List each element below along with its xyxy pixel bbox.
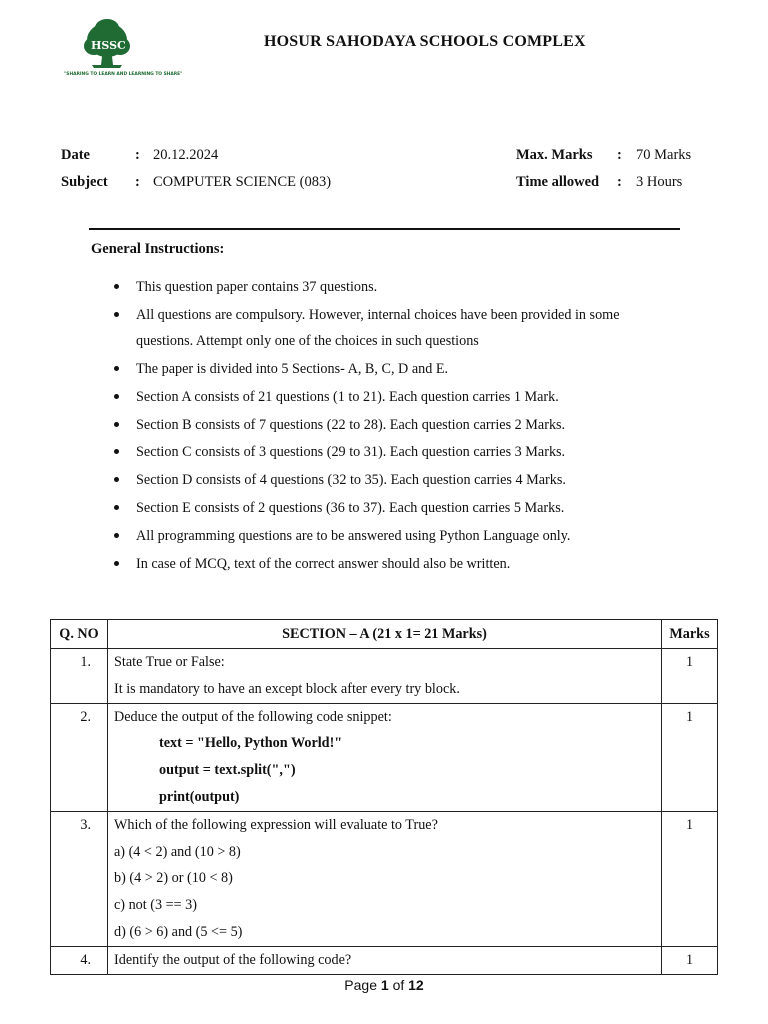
question-marks: 1 [662,811,718,946]
table-row [51,649,718,704]
date-label: Date [61,147,90,163]
instruction-item: Section E consists of 2 questions (36 to 37). Each question carries 5 Marks. [112,495,672,522]
table-row [51,946,718,974]
question-line: Deduce the output of the following code snippet: [114,708,392,725]
question-number: 2. [51,703,108,811]
question-text [108,946,662,974]
question-number: 4. [51,946,108,974]
table-header-row [51,620,718,649]
time-colon: : [617,174,622,190]
table-row [51,703,718,811]
instruction-item: All questions are compulsory. However, internal choices have been provided in some questions. Attempt only one of the choices in such questions [112,302,672,355]
table-row [51,811,718,946]
instruction-item: In case of MCQ, text of the correct answer should also be written. [112,551,672,578]
page-word: Page [344,977,377,993]
date-value: 20.12.2024 [153,147,219,163]
date-colon: : [135,147,140,163]
subject-label: Subject [61,174,108,190]
instruction-item: All programming questions are to be answered using Python Language only. [112,523,672,550]
code-line: text = "Hello, Python World!" [159,735,343,752]
of-word: of [392,977,405,993]
question-text [108,649,662,704]
logo-letters: HSSC [91,39,126,52]
question-marks: 1 [662,946,718,974]
time-value: 3 Hours [636,174,683,190]
subject-value: COMPUTER SCIENCE (083) [153,174,332,190]
question-number: 3. [51,811,108,946]
instruction-item: This question paper contains 37 questions. [112,274,672,301]
max-marks-label: Max. Marks [516,147,593,163]
section-a-table [50,619,718,975]
instructions-list [112,274,672,578]
option-line: d) (6 > 6) and (5 <= 5) [114,923,243,940]
max-marks-colon: : [617,147,622,163]
question-marks: 1 [662,649,718,704]
max-marks-value: 70 Marks [636,147,692,163]
subject-colon: : [135,174,140,190]
page-footer [0,977,768,993]
instruction-item: Section C consists of 3 questions (29 to 31). Each question carries 3 Marks. [112,439,672,466]
logo-tagline: "SHARING TO LEARN AND LEARNING TO SHARE" [64,72,183,77]
question-line: It is mandatory to have an except block after every try block. [114,680,460,697]
instruction-item: The paper is divided into 5 Sections- A, B, C, D and E. [112,356,672,383]
option-line: c) not (3 == 3) [114,897,197,914]
option-line: b) (4 > 2) or (10 < 8) [114,870,233,887]
instruction-item: Section A consists of 21 questions (1 to 21). Each question carries 1 Mark. [112,384,672,411]
question-marks: 1 [662,703,718,811]
page-total: 12 [408,977,424,993]
question-text [108,703,662,811]
code-line: print(output) [159,788,240,805]
question-line: Which of the following expression will evaluate to True? [114,816,438,833]
tree-logo-icon [62,18,183,78]
code-line: output = text.split(",") [159,762,296,779]
section-header: SECTION – A (21 x 1= 21 Marks) [108,620,662,649]
question-number: 1. [51,649,108,704]
question-text [108,811,662,946]
header-divider [89,228,680,230]
school-logo [62,18,183,78]
instruction-item: Section B consists of 7 questions (22 to 28). Each question carries 2 Marks. [112,412,672,439]
question-line: Identify the output of the following code? [114,951,352,968]
option-line: a) (4 < 2) and (10 > 8) [114,843,241,860]
page-number: 1 [380,977,389,993]
instructions-title: General Instructions: [91,241,225,257]
question-line: State True or False: [114,654,225,670]
instruction-item: Section D consists of 4 questions (32 to 35). Each question carries 4 Marks. [112,467,672,494]
marks-header: Marks [662,620,718,649]
qno-header: Q. NO [51,620,108,649]
time-label: Time allowed [516,174,600,190]
school-name: HOSUR SAHODAYA SCHOOLS COMPLEX [264,33,586,50]
